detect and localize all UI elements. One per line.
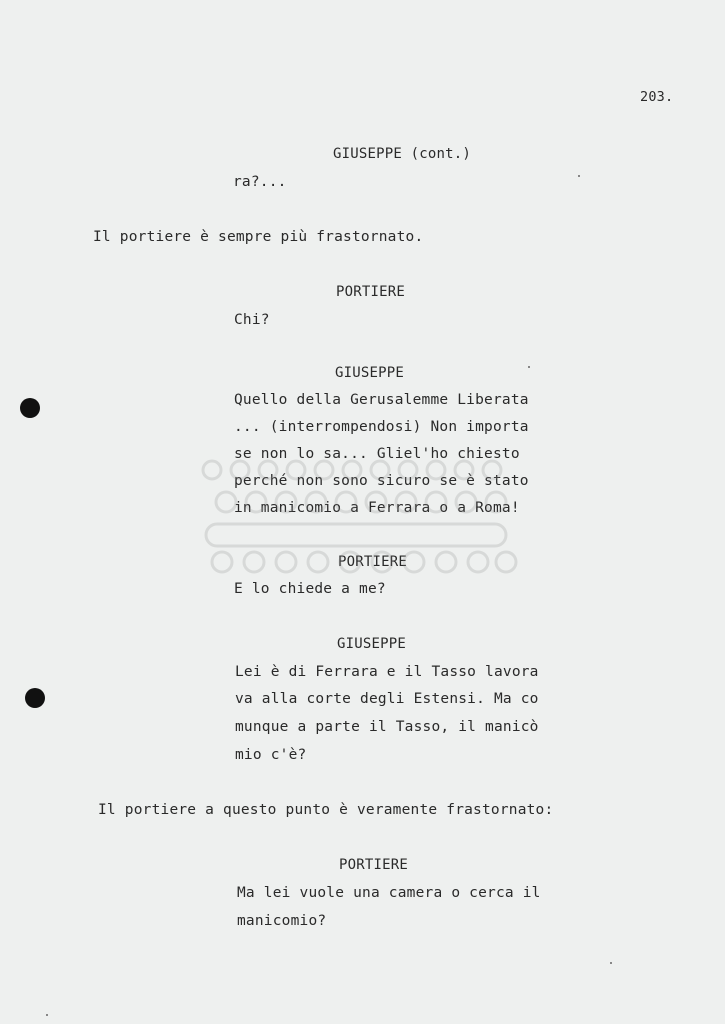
dialogue-line: Chi?	[234, 312, 270, 328]
paper-speck	[578, 175, 580, 177]
dialogue-line: Ma lei vuole una camera o cerca il	[237, 885, 541, 901]
page-number: 203.	[640, 89, 674, 105]
character-cue-giuseppe: GIUSEPPE	[335, 365, 405, 381]
paper-speck	[610, 962, 612, 964]
character-cue-giuseppe-cont: GIUSEPPE (cont.)	[333, 146, 472, 162]
punch-hole	[20, 398, 40, 418]
dialogue-line: Quello della Gerusalemme Liberata	[234, 392, 529, 408]
character-cue-giuseppe: GIUSEPPE	[337, 636, 407, 652]
dialogue-line: manicomio?	[237, 913, 327, 929]
dialogue-line: va alla corte degli Estensi. Ma co	[235, 691, 539, 707]
character-cue-portiere: PORTIERE	[336, 284, 406, 300]
paper-speck	[528, 366, 530, 368]
dialogue-line: mio c'è?	[235, 747, 307, 763]
punch-hole	[25, 688, 45, 708]
action-line: Il portiere a questo punto è veramente frastornato:	[98, 802, 554, 818]
dialogue-line: E lo chiede a me?	[234, 581, 386, 597]
character-cue-portiere: PORTIERE	[339, 857, 409, 873]
dialogue-line: ... (interrompendosi) Non importa	[234, 419, 529, 435]
dialogue-line: Lei è di Ferrara e il Tasso lavora	[235, 664, 539, 680]
action-line: Il portiere è sempre più frastornato.	[93, 229, 424, 245]
dialogue-line: se non lo sa... Gliel'ho chiesto	[234, 446, 520, 462]
character-cue-portiere: PORTIERE	[338, 554, 408, 570]
paper-speck	[46, 1014, 48, 1016]
dialogue-line: perché non sono sicuro se è stato	[234, 473, 529, 489]
dialogue-line: munque a parte il Tasso, il manicò	[235, 719, 539, 735]
dialogue-line: in manicomio a Ferrara o a Roma!	[234, 500, 520, 516]
dialogue-line: ra?...	[233, 174, 287, 190]
